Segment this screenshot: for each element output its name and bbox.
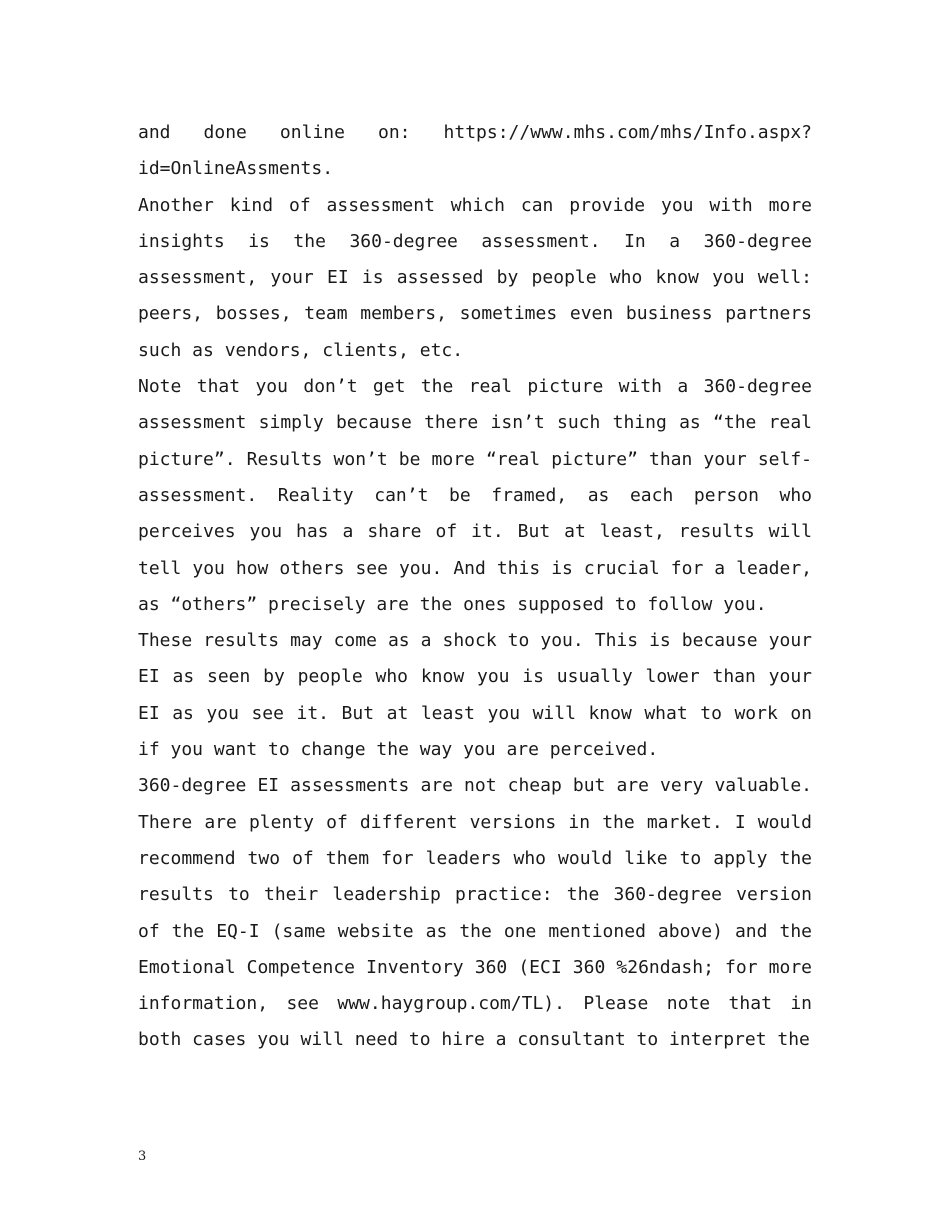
paragraph-360-assessment: Another kind of assessment which can provide you with more insights is the 360-degree assessment. In a 360-degree assessment, your EI is assessed by people who know you well: peers, bosses, team members, sometimes even business partners such as vendors, clients, etc. <box>138 194 812 361</box>
paragraph-real-picture: Note that you don’t get the real picture with a 360-degree assessment simply because there isn’t such thing as “the real picture”. Results won’t be more “real picture” than your self-assessment. Reality can’t be framed, as each person who perceives you has a share of it. But at least, results will tell you how others see you. And this is crucial for a leader, as “others” precisely are the ones supposed to follow you. <box>138 376 812 615</box>
page-number: 3 <box>138 1149 147 1164</box>
continuation-line-2: id=OnlineAssments. <box>138 158 334 180</box>
paragraph-results-shock: These results may come as a shock to you. This is because your EI as seen by people who know you is usually lower than your EI as you see it. But at least you will know what to work on if you want to change the way you are perceived. <box>138 630 812 761</box>
body-text <box>138 115 812 1059</box>
paragraph-recommendations: 360-degree EI assessments are not cheap but are very valuable. There are plenty of different versions in the market. I would recommend two of them for leaders who would like to apply the results to their leadership practice: the 360-degree version of the EQ-I (same website as the one mentioned above) and the Emotional Competence Inventory 360 (ECI 360 %26ndash; for more information, see www.haygroup.com/TL). Please note that in both cases you will need to hire a consultant to interpret the <box>138 775 812 1051</box>
continuation-line-1: and done online on: https://www.mhs.com/mhs/Info.aspx? <box>138 122 812 143</box>
